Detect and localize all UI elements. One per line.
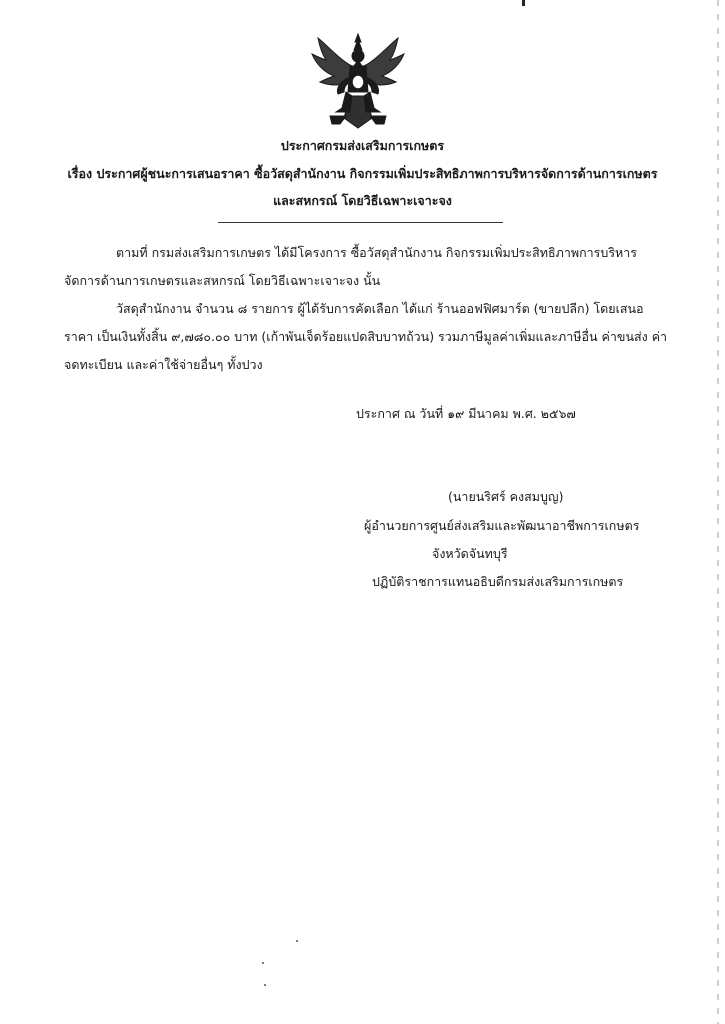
scan-speck (264, 984, 266, 986)
scan-mark (522, 0, 525, 6)
announce-date: ประกาศ ณ วันที่ ๑๙ มีนาคม พ.ศ. ๒๕๖๗ (356, 406, 576, 421)
subject-line-2: และสหกรณ์ โดยวิธีเฉพาะเจาะจง (273, 193, 452, 208)
scan-speck (262, 962, 264, 964)
signatory-acting-for: ปฏิบัติราชการแทนอธิบดีกรมส่งเสริมการเกษตร (372, 574, 624, 589)
body-line: วัสดุสำนักงาน จำนวน ๘ รายการ ผู้ได้รับการคัดเลือก ได้แก่ ร้านออฟฟิศมาร์ต (ขายปลีก) โดยเสนอ (116, 301, 644, 316)
scan-speck (296, 940, 298, 942)
body-line: ตามที่ กรมส่งเสริมการเกษตร ได้มีโครงการ ซื้อวัสดุสำนักงาน กิจกรรมเพิ่มประสิทธิภาพการบริหาร (116, 245, 638, 260)
subject-line-1: เรื่อง ประกาศผู้ชนะการเสนอราคา ซื้อวัสดุสำนักงาน กิจกรรมเพิ่มประสิทธิภาพการบริหารจัดการด้านการเกษตร (67, 166, 658, 181)
signatory-position: ผู้อำนวยการศูนย์ส่งเสริมและพัฒนาอาชีพการเกษตร (364, 518, 640, 533)
body-line: จดทะเบียน และค่าใช้จ่ายอื่นๆ ทั้งปวง (64, 357, 263, 372)
signatory-province: จังหวัดจันทบุรี (432, 546, 508, 561)
garuda-emblem-icon (310, 32, 406, 132)
heading-divider (218, 222, 503, 223)
body-line: ราคา เป็นเงินทั้งสิ้น ๙,๗๘๐.๐๐ บาท (เก้าพันเจ็ดร้อยแปดสิบบาทถ้วน) รวมภาษีมูลค่าเพิ่มและภาษีอื่น ค่าขนส่ง ค่า (64, 329, 668, 344)
signatory-name: (นายนริศร์ คงสมบูญ) (448, 489, 564, 504)
agency-heading: ประกาศกรมส่งเสริมการเกษตร (280, 138, 445, 153)
body-line: จัดการด้านการเกษตรและสหกรณ์ โดยวิธีเฉพาะเจาะจง นั้น (64, 273, 381, 288)
